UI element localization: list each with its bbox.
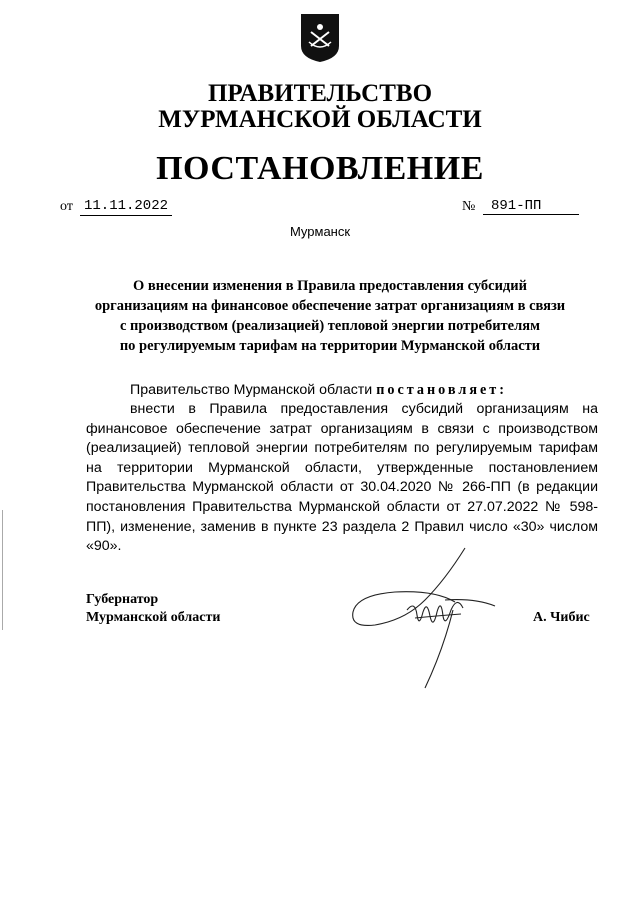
scan-margin-mark xyxy=(2,510,3,630)
signatory-position-line2: Мурманской области xyxy=(86,610,221,625)
coat-of-arms-icon xyxy=(299,12,341,64)
lead-emphasis: постановляет: xyxy=(376,382,508,398)
resolution-paragraph: внести в Правила предоставления субсидий организациям на финансовое обеспечение затрат организациям в связи с производством (реализацией) тепловой энергии потребителям по регулируемым тарифам на территории Мурманской области, утвержденные постановлением Правительства Мурманской области от 30.04.2020 № 266-ПП (в редакции постановления Правительства Мурманской области от 27.07.2022 № 598-ПП), изменение, заменив в пункте 23 раздела 2 Правил число «30» числом «90». xyxy=(86,401,598,555)
subject-line: с производством (реализацией) тепловой энергии потребителям xyxy=(120,318,540,334)
subject-line: по регулируемым тарифам на территории Мурманской области xyxy=(119,338,541,354)
signatory-name: А. Чибис xyxy=(533,610,590,625)
resolution-lead xyxy=(130,381,507,401)
org-title-line1: ПРАВИТЕЛЬСТВО xyxy=(207,80,433,107)
document-date: 11.11.2022 xyxy=(80,197,172,216)
document-number: 891-ПП xyxy=(483,197,579,215)
signatory-position-line1: Губернатор xyxy=(86,592,159,607)
number-label: № xyxy=(462,199,476,214)
city: Мурманск xyxy=(289,224,351,239)
document-type: ПОСТАНОВЛЕНИЕ xyxy=(156,150,484,187)
org-title-line2: МУРМАНСКОЙ ОБЛАСТИ xyxy=(158,106,482,133)
handwritten-signature xyxy=(345,540,525,690)
lead-text: Правительство Мурманской области xyxy=(130,382,377,398)
date-label: от xyxy=(60,199,73,214)
document-subject xyxy=(60,276,600,356)
subject-line: организациям на финансовое обеспечение затрат организациям в связи xyxy=(94,298,566,314)
subject-line: О внесении изменения в Правила предоставления субсидий xyxy=(133,278,527,294)
